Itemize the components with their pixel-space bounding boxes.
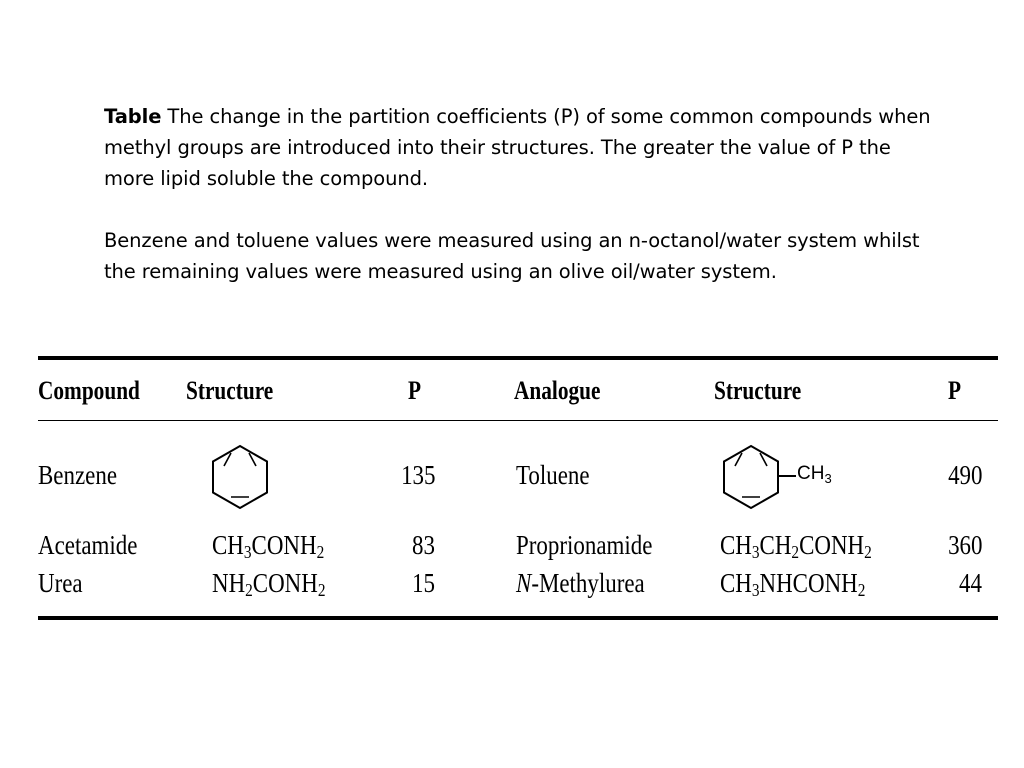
p-value: 135 [400,460,435,490]
formula-subscript: 2 [317,580,326,600]
formula-part: CH [212,530,244,560]
methyl-substituent-text: CH [797,463,825,484]
analogue-name: Proprionamide [516,530,653,560]
analogue-p-value: 44 [959,568,982,598]
table-header-rule [38,420,998,421]
p-value: 15 [412,568,435,598]
formula-part: NHCONH [759,568,858,598]
structure-formula [212,530,324,561]
toluene-ring-icon [720,444,782,510]
analogue-structure-formula [720,568,865,599]
analogue-name-prefix: N [516,568,532,598]
formula-subscript: 2 [316,542,325,562]
formula-part: CONH [799,530,865,560]
formula-part: NH [212,568,246,598]
table-bottom-rule [38,616,998,620]
header-compound: Compound [38,376,140,405]
p-value: 83 [412,530,435,560]
structure-formula [212,568,325,599]
compound-name: Acetamide [38,530,138,560]
formula-part: CH [759,530,792,560]
formula-subscript: 2 [857,580,866,600]
formula-part: CH [720,530,752,560]
header-analogue: Analogue [514,376,601,405]
table-caption [104,101,944,287]
header-analogue-p: P [948,376,962,405]
methyl-substituent [797,463,832,485]
methyl-substituent-subscript: 3 [824,471,832,486]
benzene-ring-icon [209,444,271,510]
formula-part: CH [720,568,752,598]
header-structure: Structure [186,376,274,405]
caption-paragraph [104,101,944,194]
formula-subscript: 3 [243,542,252,562]
analogue-p-value: 360 [947,530,982,560]
analogue-structure-formula [720,530,872,561]
methyl-bond-icon [778,474,796,478]
analogue-p-value: 490 [947,460,982,490]
analogue-name: Toluene [516,460,590,490]
formula-subscript: 2 [245,580,253,600]
caption-label: Table [104,105,162,128]
compound-name: Benzene [38,460,118,490]
table-top-rule [38,356,998,360]
header-p: P [408,376,422,405]
formula-subscript: 2 [864,542,872,562]
formula-part: CONH [251,530,317,560]
compound-name: Urea [38,568,83,598]
formula-subscript: 3 [751,580,760,600]
analogue-name [516,568,645,599]
formula-subscript: 3 [751,542,760,562]
formula-part: CONH [252,568,318,598]
caption-text: The change in the partition coefficients (P) of some common compounds when methyl groups are introduced into their structures. The greater the value of P the more lipid soluble the compound. [104,105,931,190]
partition-coefficient-table [38,356,998,622]
header-analogue-structure: Structure [714,376,802,405]
caption-note: Benzene and toluene values were measured using an n-octanol/water system whilst the remaining values were measured using an olive oil/water system. [104,229,920,283]
formula-subscript: 2 [791,542,800,562]
analogue-name-rest: -Methylurea [531,568,645,598]
